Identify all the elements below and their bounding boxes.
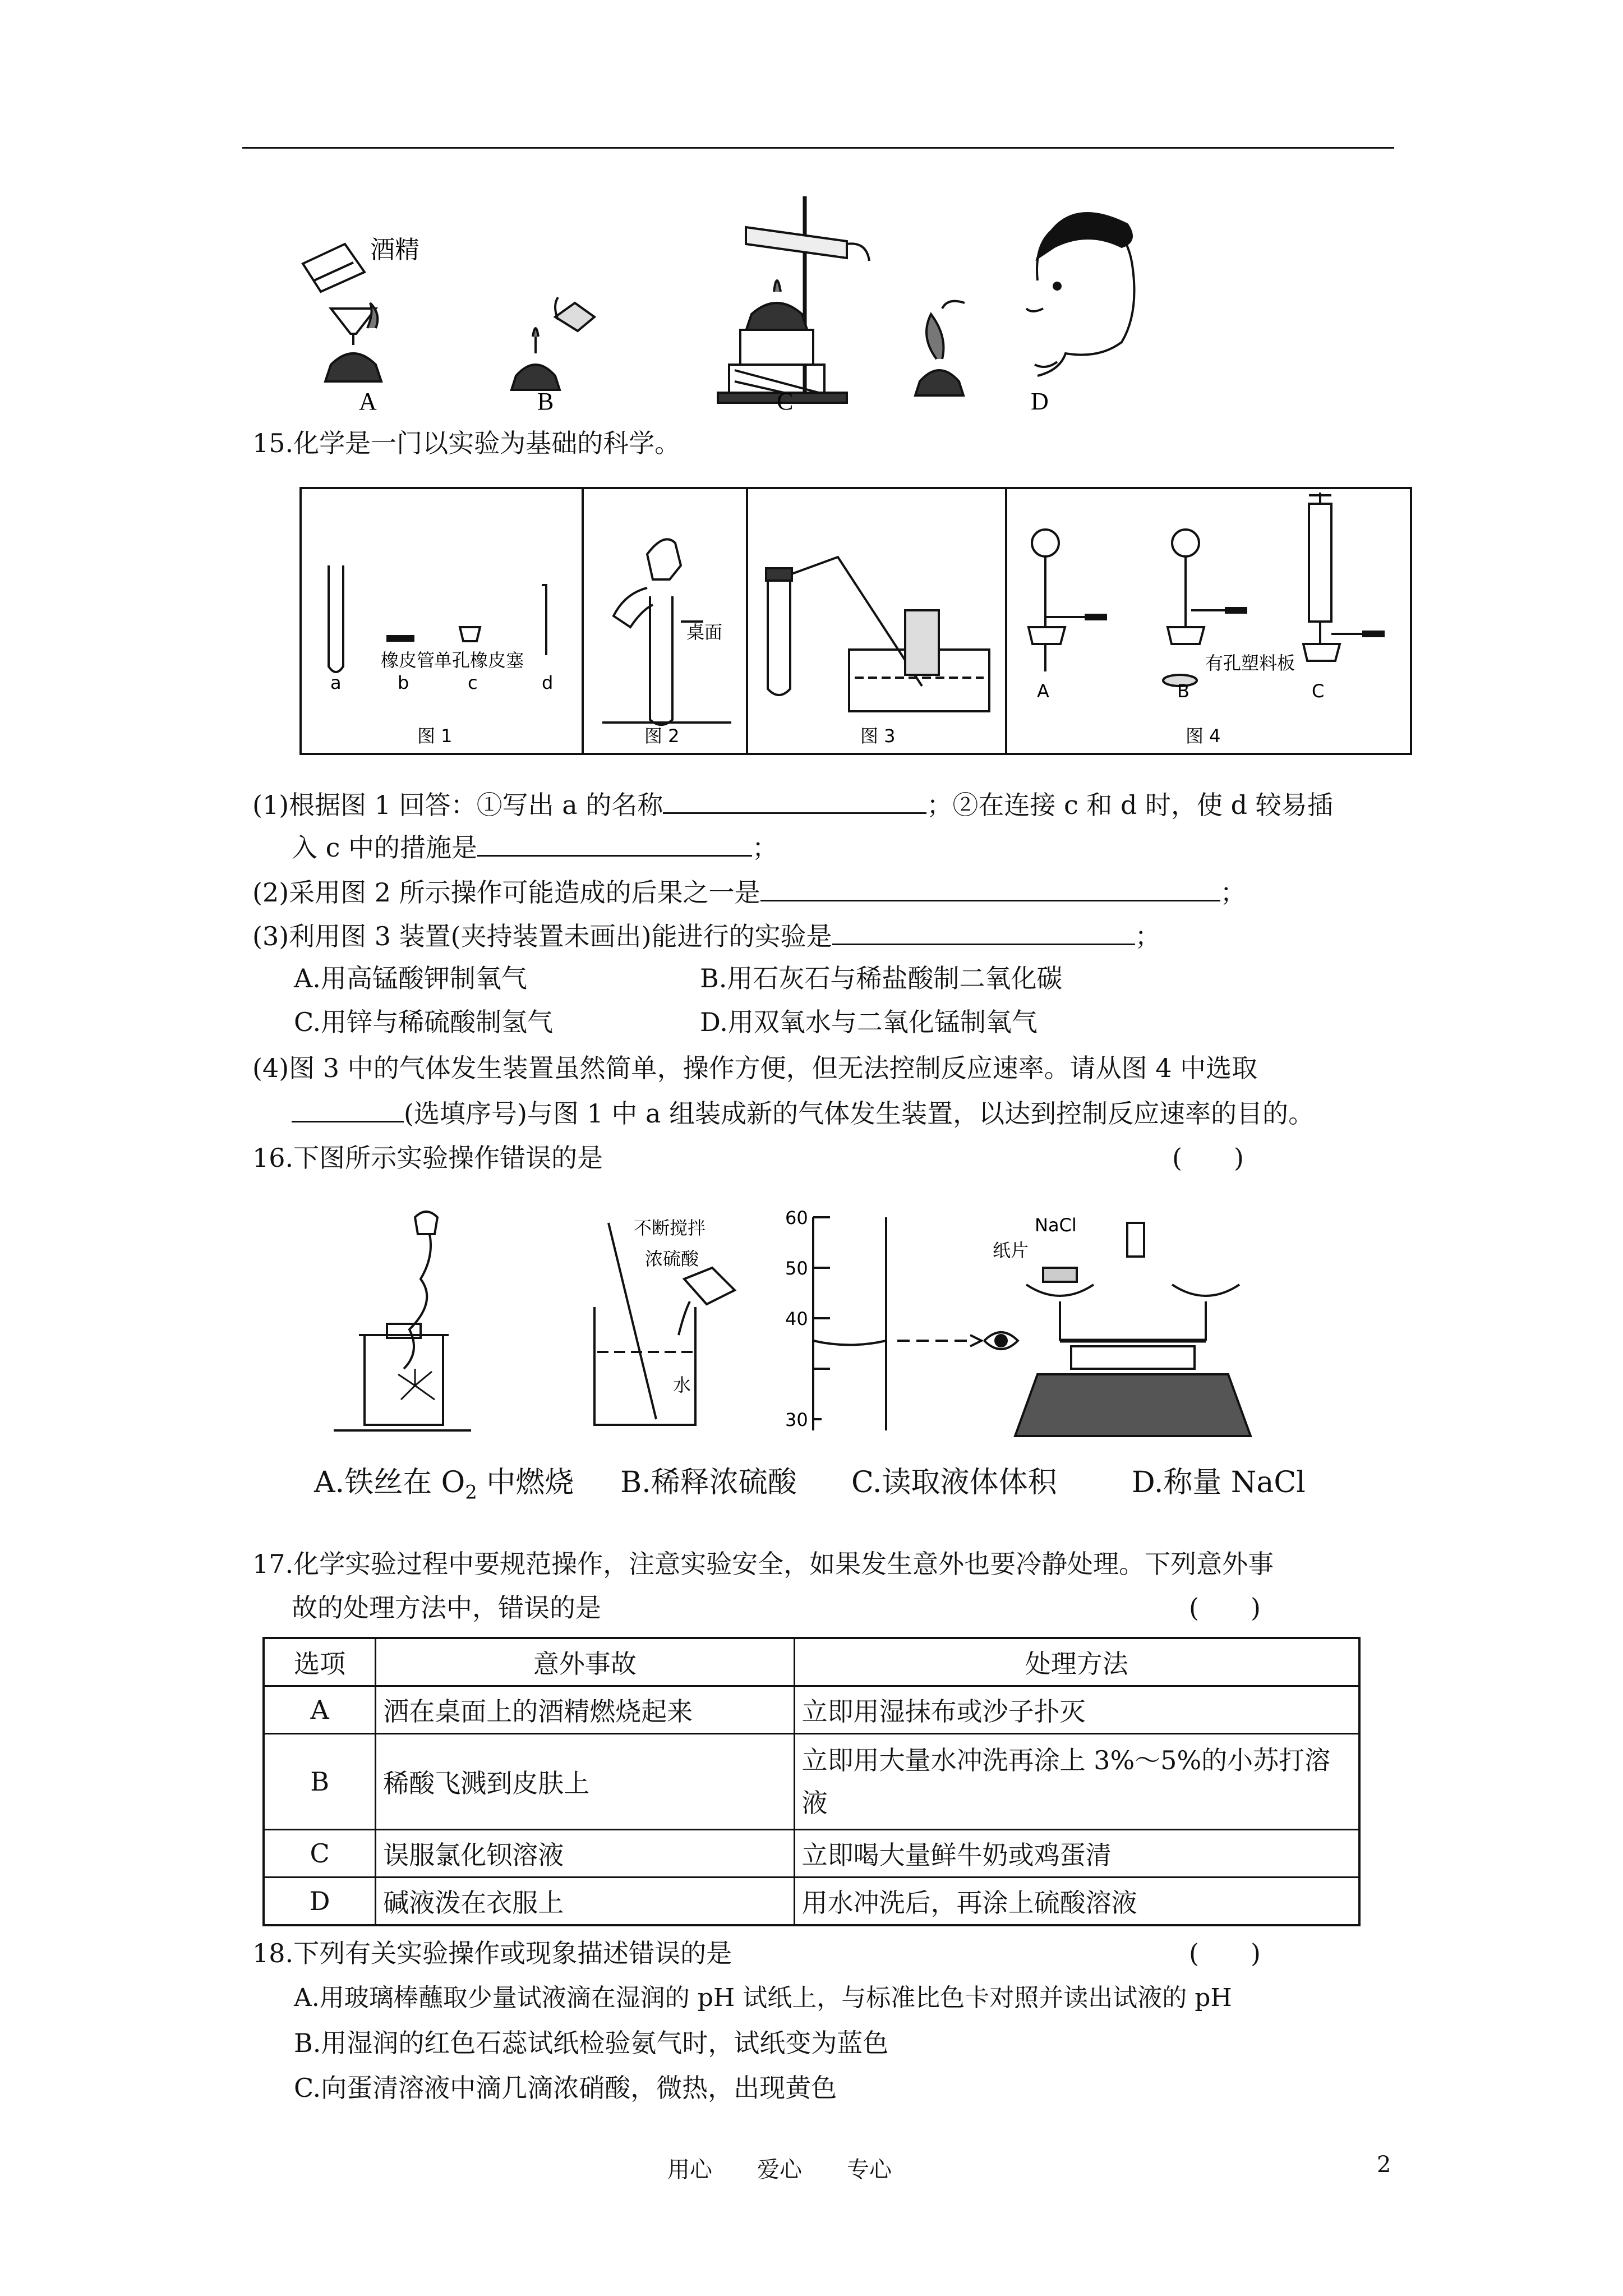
top-figure-label-jiujing: 酒精	[370, 236, 419, 264]
top-figure-label-a: A	[359, 388, 377, 415]
q15-figures	[299, 487, 1412, 756]
q16-caption-a	[314, 1458, 574, 1503]
table-row	[264, 1830, 1359, 1878]
q16-tick-60: 60	[785, 1207, 808, 1228]
q15-p4b: (选填序号)与图 1 中 a 组装成新的气体发生装置，以达到控制反应速率的目的。	[404, 1098, 1315, 1129]
fig3-title: 图 3	[860, 725, 896, 747]
figure-b-lighting-lamp	[511, 297, 594, 390]
q15-p1d: ；	[752, 832, 778, 863]
q15-p1b: ；②在连接 c 和 d 时，使 d 较易插	[926, 790, 1333, 820]
figure-a-adding-alcohol	[303, 244, 381, 381]
q15-answer-blank-4[interactable]	[292, 1094, 404, 1122]
q15-option-b: B.用石灰石与稀盐酸制二氧化碳	[700, 963, 1063, 993]
q16-label-stir: 不断搅拌	[634, 1217, 706, 1239]
table-header-row	[264, 1638, 1359, 1686]
q15-p3a: (3)利用图 3 装置(夹持装置未画出)能进行的实验是	[252, 921, 832, 951]
top-figure-label-b: B	[537, 388, 554, 415]
q16-cap-a-text: A.铁丝在 O	[314, 1466, 465, 1499]
row-method: 用水冲洗后，再涂上硫酸溶液	[794, 1878, 1359, 1926]
row-option: D	[264, 1878, 376, 1926]
q16-tick-50: 50	[785, 1258, 808, 1279]
q18-stem: 18.下列有关实验操作或现象描述错误的是	[252, 1938, 732, 1968]
q16-answer-paren[interactable]: ( )	[1172, 1143, 1244, 1173]
fig1-item-d: d	[542, 672, 554, 693]
fig4-item-a: A	[1037, 680, 1049, 702]
q15-p3b: ；	[1135, 921, 1161, 951]
q15-answer-blank-3[interactable]	[832, 917, 1135, 945]
q16-figures	[331, 1206, 1318, 1453]
top-figure-label-d: D	[1031, 388, 1049, 415]
q15-p2a: (2)采用图 2 所示操作可能造成的后果之一是	[252, 877, 760, 908]
fig1-item-a: a	[330, 672, 342, 693]
figure-c-heating-tube	[718, 196, 869, 403]
row-accident: 稀酸飞溅到皮肤上	[376, 1734, 794, 1830]
fig2-title: 图 2	[644, 725, 680, 747]
row-accident: 误服氯化钡溶液	[376, 1830, 794, 1878]
top-figure-label-c: C	[777, 388, 794, 415]
q15-stem: 15.化学是一门以实验为基础的科学。	[252, 428, 681, 458]
q17-accident-table	[262, 1637, 1361, 1926]
q15-option-c: C.用锌与稀硫酸制氢气	[294, 1007, 554, 1037]
top-figure-alcohol-lamp	[292, 196, 1144, 415]
fig2-label-desk: 桌面	[686, 622, 723, 643]
q16-label-acid: 浓硫酸	[645, 1248, 699, 1269]
fig4-title: 图 4	[1186, 725, 1221, 747]
q16-label-water: 水	[673, 1374, 691, 1396]
fig1-label-rubber-tube: 橡皮管	[381, 650, 435, 671]
table-row	[264, 1734, 1359, 1830]
q16-caption-d: D.称量 NaCl	[1132, 1466, 1306, 1499]
q15-answer-blank-1a[interactable]	[663, 785, 926, 814]
q17-stem-line1: 17.化学实验过程中要规范操作，注意实验安全，如果发生意外也要冷静处理。下列意外事	[252, 1549, 1274, 1579]
q16-stem: 16.下图所示实验操作错误的是	[252, 1143, 603, 1173]
q15-option-d: D.用双氧水与二氧化锰制氧气	[700, 1007, 1038, 1037]
q15-part4-line2	[292, 1094, 1314, 1131]
q18-option-b: B.用湿润的红色石蕊试纸检验氨气时，试纸变为蓝色	[294, 2028, 889, 2058]
header-method: 处理方法	[794, 1638, 1359, 1686]
q15-part4-line1: (4)图 3 中的气体发生装置虽然简单，操作方便，但无法控制反应速率。请从图 4 中选取	[252, 1053, 1258, 1083]
q17-stem-line2: 故的处理方法中，错误的是	[292, 1593, 601, 1623]
q15-part1-line1	[252, 785, 1333, 823]
fig4-label-plate: 有孔塑料板	[1205, 652, 1295, 674]
table-row	[264, 1878, 1359, 1926]
fig1-label-stopper: 单孔橡皮塞	[434, 650, 524, 671]
row-accident: 洒在桌面上的酒精燃烧起来	[376, 1686, 794, 1734]
q16-tick-40: 40	[785, 1308, 808, 1329]
q16-cap-a-text2: 中燃烧	[477, 1466, 574, 1499]
header-rule	[242, 147, 1394, 149]
row-accident: 碱液泼在衣服上	[376, 1878, 794, 1926]
q17-answer-paren[interactable]: ( )	[1189, 1593, 1261, 1623]
q15-option-a: A.用高锰酸钾制氧气	[294, 963, 527, 993]
q16-tick-30: 30	[785, 1409, 808, 1430]
q18-option-c: C.向蛋清溶液中滴几滴浓硝酸，微热，出现黄色	[294, 2073, 837, 2103]
row-method: 立即喝大量鲜牛奶或鸡蛋清	[794, 1830, 1359, 1878]
footer-motto: 用心 爱心 专心	[667, 2157, 892, 2183]
fig4-item-b: B	[1177, 680, 1189, 702]
q16-caption-b: B.稀释浓硫酸	[620, 1466, 797, 1499]
row-method: 立即用大量水冲洗再涂上 3%～5%的小苏打溶液	[794, 1734, 1359, 1830]
row-option: B	[264, 1734, 376, 1830]
table-row	[264, 1686, 1359, 1734]
q15-part3	[252, 917, 1161, 954]
q16-label-paper: 纸片	[993, 1240, 1029, 1261]
q15-p1c: 入 c 中的措施是	[292, 832, 478, 863]
page-number: 2	[1377, 2152, 1391, 2178]
fig1-item-c: c	[468, 672, 478, 693]
q16-caption-c: C.读取液体体积	[851, 1466, 1057, 1499]
row-method: 立即用湿抹布或沙子扑灭	[794, 1686, 1359, 1734]
fig1-item-b: b	[398, 672, 409, 693]
figure-d-blowing-out	[915, 213, 1135, 395]
header-accident: 意外事故	[376, 1638, 794, 1686]
q15-p1a: (1)根据图 1 回答：①写出 a 的名称	[252, 790, 663, 820]
q15-part2	[252, 873, 1246, 910]
row-option: C	[264, 1830, 376, 1878]
q16-cap-a-sub: 2	[465, 1481, 477, 1504]
fig4-item-c: C	[1312, 680, 1325, 702]
header-option: 选项	[264, 1638, 376, 1686]
q15-answer-blank-2[interactable]	[760, 873, 1220, 901]
fig1-title: 图 1	[417, 725, 453, 747]
q15-part1-line2	[292, 828, 778, 866]
q15-answer-blank-1b[interactable]	[477, 828, 752, 857]
row-option: A	[264, 1686, 376, 1734]
q15-p2b: ；	[1220, 877, 1246, 908]
q18-option-a: A.用玻璃棒蘸取少量试液滴在湿润的 pH 试纸上，与标准比色卡对照并读出试液的 pH	[294, 1984, 1232, 2012]
q18-answer-paren[interactable]: ( )	[1189, 1938, 1261, 1968]
q16-label-nacl: NaCl	[1035, 1214, 1077, 1236]
